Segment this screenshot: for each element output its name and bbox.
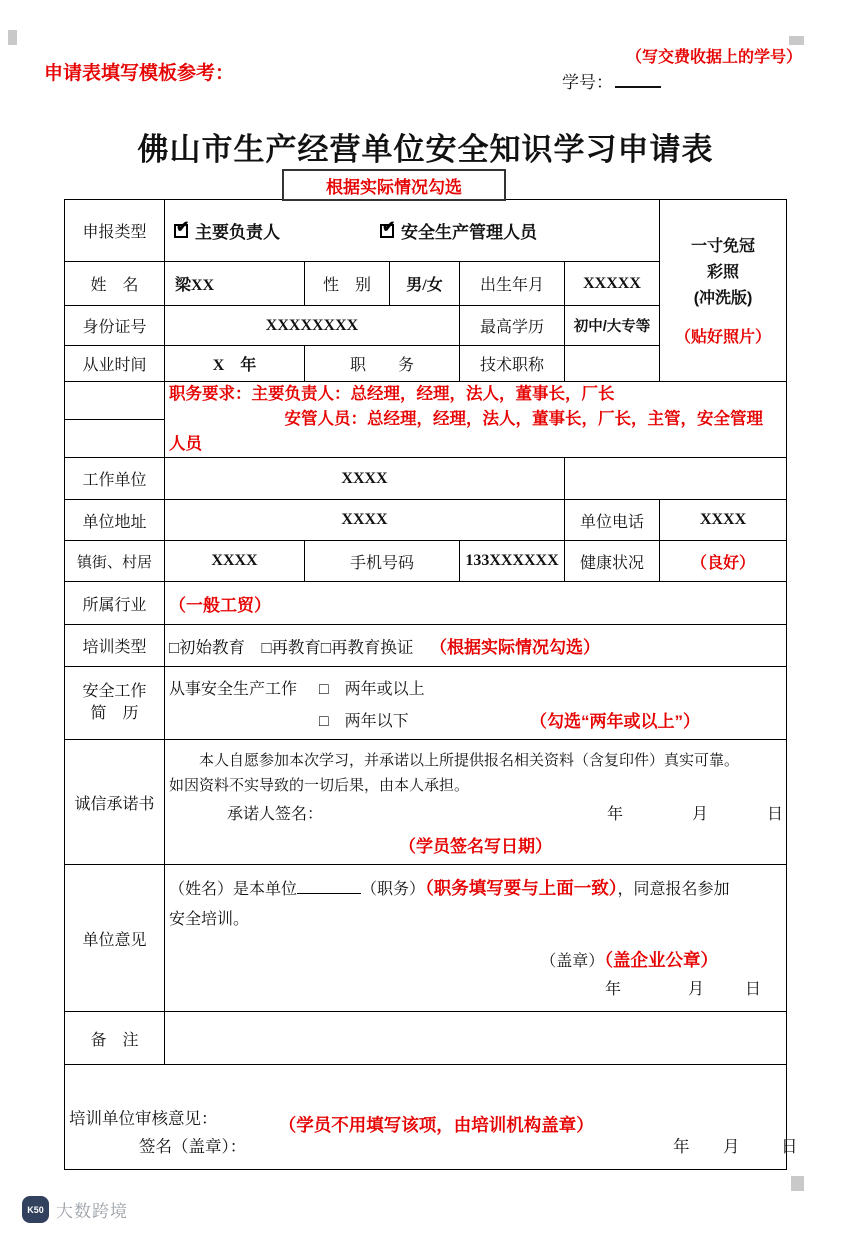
watermark-logo-text: K50 <box>27 1204 44 1215</box>
gender-value: 男/女 <box>390 262 460 306</box>
duty-requirements-line3: 人员 <box>169 435 202 453</box>
address-value: XXXX <box>165 500 565 541</box>
unit-opinion-text-cont: ，同意报名参加 <box>617 880 730 898</box>
checkbox-checked-icon <box>174 218 190 238</box>
safety-hint: （勾选“两年或以上”） <box>530 712 700 731</box>
id-number-value: XXXXXXXX <box>165 306 460 346</box>
name-label: 姓 名 <box>65 262 165 306</box>
year-label: 年 <box>673 1138 690 1156</box>
training-type-label: 培训类型 <box>65 625 165 667</box>
template-reference-note: 申请表填写模板参考： <box>44 63 235 84</box>
unit-opinion-hint: （职务填写要与上面一致） <box>425 877 618 898</box>
tech-title-value-empty <box>565 346 660 382</box>
industry-value: （一般工贸） <box>169 595 271 615</box>
student-id-blank <box>615 73 661 88</box>
declare-options <box>169 218 655 243</box>
scan-artifact <box>791 1176 804 1191</box>
empty-label-cell <box>65 420 165 458</box>
unit-phone-value: XXXX <box>660 500 787 541</box>
industry-label: 所属行业 <box>65 582 165 625</box>
review-cell <box>65 1065 798 1170</box>
unit-opinion-cell <box>165 865 787 1012</box>
mobile-label: 手机号码 <box>305 541 460 582</box>
safety-resume-label-line2: 简 历 <box>90 705 139 722</box>
watermark-logo-icon <box>22 1196 49 1223</box>
checkbox-checked-icon <box>380 218 396 238</box>
seal-hint: （盖企业公章） <box>604 949 719 970</box>
application-form-table <box>64 199 798 1170</box>
day-label: 日 <box>781 1138 798 1156</box>
duty-requirements-line1: 职务要求：主要负责人：总经理，经理，法人，董事长，厂长 <box>169 385 615 403</box>
day-label: 日 <box>745 980 762 998</box>
address-label: 单位地址 <box>65 500 165 541</box>
month-label: 月 <box>692 805 709 823</box>
safety-option1: □ 两年或以上 <box>319 680 425 698</box>
photo-hint: （贴好照片） <box>675 329 772 346</box>
month-label: 月 <box>723 1138 740 1156</box>
empty-label-cell <box>65 382 165 420</box>
worktime-value: X 年 <box>165 346 305 382</box>
name-value: 梁XX <box>165 262 305 306</box>
safety-prefix: 从事安全生产工作 <box>169 680 298 698</box>
safety-line1 <box>169 676 782 699</box>
training-hint: （根据实际情况勾选） <box>430 638 600 657</box>
tech-title-label: 技术职称 <box>460 346 565 382</box>
declare-type-cell <box>165 200 660 262</box>
safety-option2: □ 两年以下 <box>319 712 409 730</box>
promise-label: 诚信承诺书 <box>65 740 165 865</box>
declare-option-main-responsible <box>174 218 280 243</box>
student-id-hint: （写交费收据上的学号） <box>626 49 803 66</box>
check-icon: ✔ <box>176 218 190 236</box>
promise-cell <box>165 740 787 865</box>
worktime-label: 从业时间 <box>65 346 165 382</box>
remark-label: 备 注 <box>65 1012 165 1065</box>
duty-requirements-line2: 安管人员：总经理，经理，法人，董事长，厂长，主管，安全管理 <box>284 410 763 428</box>
unit-opinion-text-pre: （姓名）是本单位 <box>169 880 298 898</box>
unit-seal-row <box>169 947 782 972</box>
year-label: 年 <box>605 980 622 998</box>
review-sign-label: 签名（盖章）： <box>139 1138 247 1156</box>
photo-spec-line1: 一寸免冠 <box>691 238 756 255</box>
education-label: 最高学历 <box>460 306 565 346</box>
unit-opinion-label: 单位意见 <box>65 865 165 1012</box>
industry-cell <box>165 582 787 625</box>
empty-cell <box>565 458 787 500</box>
student-id-label: 学号： <box>562 73 613 92</box>
education-value: 初中/大专等 <box>565 306 660 346</box>
unit-opinion-text-mid: （职务） <box>361 880 426 898</box>
declare-option2-label: 安全生产管理人员 <box>401 223 537 242</box>
photo-spec-line3: (冲洗版) <box>693 290 753 307</box>
seal-label: （盖章） <box>540 952 605 970</box>
promise-sign-row <box>169 801 782 827</box>
unit-phone-label: 单位电话 <box>565 500 660 541</box>
declare-option1-label: 主要负责人 <box>195 223 280 242</box>
promise-text1: 本人自愿参加本次学习，并承诺以上所提供报名相关资料（含复印件）真实可靠。 <box>199 751 740 769</box>
health-value: （良好） <box>660 541 787 582</box>
id-number-label: 身份证号 <box>65 306 165 346</box>
unit-opinion-line1 <box>169 875 782 900</box>
check-icon: ✔ <box>382 218 396 236</box>
training-options: □初始教育 □再教育□再教育换证 <box>169 639 414 657</box>
workunit-label: 工作单位 <box>65 458 165 500</box>
workunit-value: XXXX <box>165 458 565 500</box>
photo-cell <box>660 200 787 382</box>
town-label: 镇街、村居 <box>65 541 165 582</box>
position-blank <box>297 881 361 894</box>
watermark-brand: 大数跨境 <box>56 1202 128 1221</box>
year-label: 年 <box>607 805 624 823</box>
promise-text2: 如因资料不实导致的一切后果，由本人承担。 <box>169 776 470 794</box>
student-id-row <box>562 68 661 93</box>
unit-opinion-line2: 安全培训。 <box>169 910 250 928</box>
duty-label: 职 务 <box>305 346 460 382</box>
birth-label: 出生年月 <box>460 262 565 306</box>
watermark <box>22 1196 128 1223</box>
declare-type-label: 申报类型 <box>65 200 165 262</box>
mobile-value: 133XXXXXX <box>460 541 565 582</box>
promise-sign-label: 承诺人签名： <box>227 805 324 823</box>
review-label: 培训单位审核意见： <box>69 1109 218 1128</box>
scan-artifact <box>8 30 17 45</box>
town-value: XXXX <box>165 541 305 582</box>
birth-value: XXXXX <box>565 262 660 306</box>
callout-check-note: 根据实际情况勾选 <box>282 169 506 201</box>
photo-spec-line2: 彩照 <box>707 264 740 281</box>
health-label: 健康状况 <box>565 541 660 582</box>
gender-label: 性 别 <box>305 262 390 306</box>
duty-requirements-cell <box>165 382 787 458</box>
safety-resume-cell <box>165 667 787 740</box>
promise-hint: （学员签名写日期） <box>399 836 553 856</box>
page-title: 佛山市生产经营单位安全知识学习申请表 <box>137 132 714 167</box>
safety-resume-label-line1: 安全工作 <box>82 683 147 700</box>
unit-date-row <box>169 976 782 1002</box>
remark-cell <box>165 1012 787 1065</box>
day-label: 日 <box>767 805 784 823</box>
review-hint: （学员不用填写该项，由培训机构盖章） <box>287 1114 594 1135</box>
training-type-cell <box>165 625 787 667</box>
month-label: 月 <box>688 980 705 998</box>
declare-option-safety-manager <box>380 218 537 243</box>
safety-resume-label <box>65 667 165 740</box>
